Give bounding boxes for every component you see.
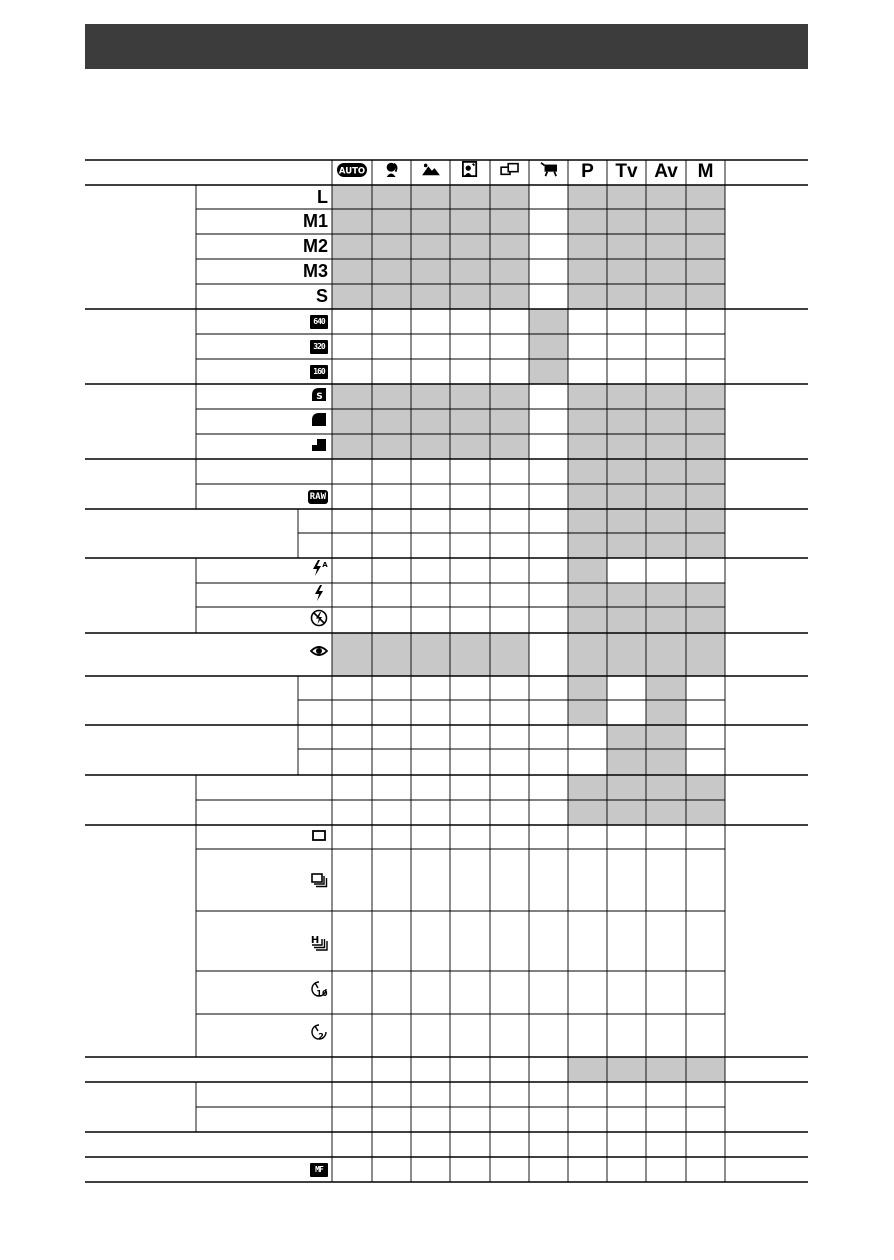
fine-icon xyxy=(310,410,328,433)
row-label-0 xyxy=(200,185,328,209)
portrait-mode-icon xyxy=(381,161,403,183)
mode-header-tv xyxy=(607,160,646,184)
svg-text:10: 10 xyxy=(316,989,328,998)
mode-header-portrait xyxy=(372,160,411,184)
row-label-1 xyxy=(200,209,328,234)
row-label-10 xyxy=(200,434,328,459)
row-label-2 xyxy=(200,234,328,259)
svg-text:2: 2 xyxy=(318,1032,324,1041)
row-label-18 xyxy=(200,633,328,676)
setting-badge: MF xyxy=(310,1163,328,1177)
flash-off-icon xyxy=(310,609,328,632)
stitch-assist-mode-icon xyxy=(499,161,521,183)
row-label-28 xyxy=(200,971,328,1014)
mode-label-p: P xyxy=(581,161,594,182)
mode-header-m xyxy=(686,160,725,184)
setting-label: M2 xyxy=(302,236,328,256)
red-eye-icon xyxy=(310,642,328,665)
flash-on-icon xyxy=(310,584,328,607)
row-label-12 xyxy=(200,484,328,509)
high-speed-continuous-icon xyxy=(310,933,328,956)
row-label-15 xyxy=(200,558,328,583)
row-label-7 xyxy=(200,359,328,384)
mode-header-night xyxy=(450,160,490,184)
landscape-mode-icon xyxy=(420,161,442,183)
setting-label: L xyxy=(317,186,328,207)
row-label-26 xyxy=(200,849,328,911)
row-label-9 xyxy=(200,409,328,434)
mode-label-tv: Tv xyxy=(615,161,638,182)
setting-badge: 640 xyxy=(310,315,328,329)
superfine-icon xyxy=(310,385,328,408)
self-timer-2s-icon xyxy=(310,1023,328,1046)
row-label-34 xyxy=(200,1157,328,1182)
mode-header-stitch xyxy=(490,160,529,184)
normal-icon xyxy=(310,435,328,458)
single-shot-icon xyxy=(310,826,328,849)
setting-label: M1 xyxy=(302,211,328,231)
setting-badge: 160 xyxy=(310,365,328,379)
svg-text:AUTO: AUTO xyxy=(338,166,366,177)
mode-header-landscape xyxy=(411,160,450,184)
row-label-4 xyxy=(200,284,328,309)
mode-header-p xyxy=(568,160,607,184)
row-label-29 xyxy=(200,1014,328,1057)
svg-text:H: H xyxy=(310,935,320,946)
row-label-8 xyxy=(200,384,328,409)
mode-header-movie xyxy=(529,160,568,184)
auto-mode-icon xyxy=(337,161,367,183)
mode-label-av: Av xyxy=(654,161,678,182)
raw-badge: RAW xyxy=(309,491,326,502)
mode-header-av xyxy=(646,160,686,184)
row-label-27 xyxy=(200,911,328,971)
night-scene-mode-icon xyxy=(459,161,481,183)
setting-badge: 320 xyxy=(310,340,328,354)
svg-text:A: A xyxy=(322,561,328,569)
mode-label-m: M xyxy=(697,161,714,182)
self-timer-10s-icon xyxy=(310,980,328,1003)
row-label-3 xyxy=(200,259,328,284)
row-label-17 xyxy=(200,607,328,633)
row-label-5 xyxy=(200,309,328,334)
row-label-25 xyxy=(200,825,328,849)
setting-label: S xyxy=(315,286,328,306)
mode-header-auto xyxy=(332,160,372,184)
setting-label: M3 xyxy=(302,261,328,281)
flash-auto-icon xyxy=(310,559,328,582)
row-label-16 xyxy=(200,583,328,607)
movie-mode-icon xyxy=(538,161,560,183)
row-label-6 xyxy=(200,334,328,359)
continuous-icon xyxy=(310,872,328,895)
svg-text:S: S xyxy=(316,392,323,402)
